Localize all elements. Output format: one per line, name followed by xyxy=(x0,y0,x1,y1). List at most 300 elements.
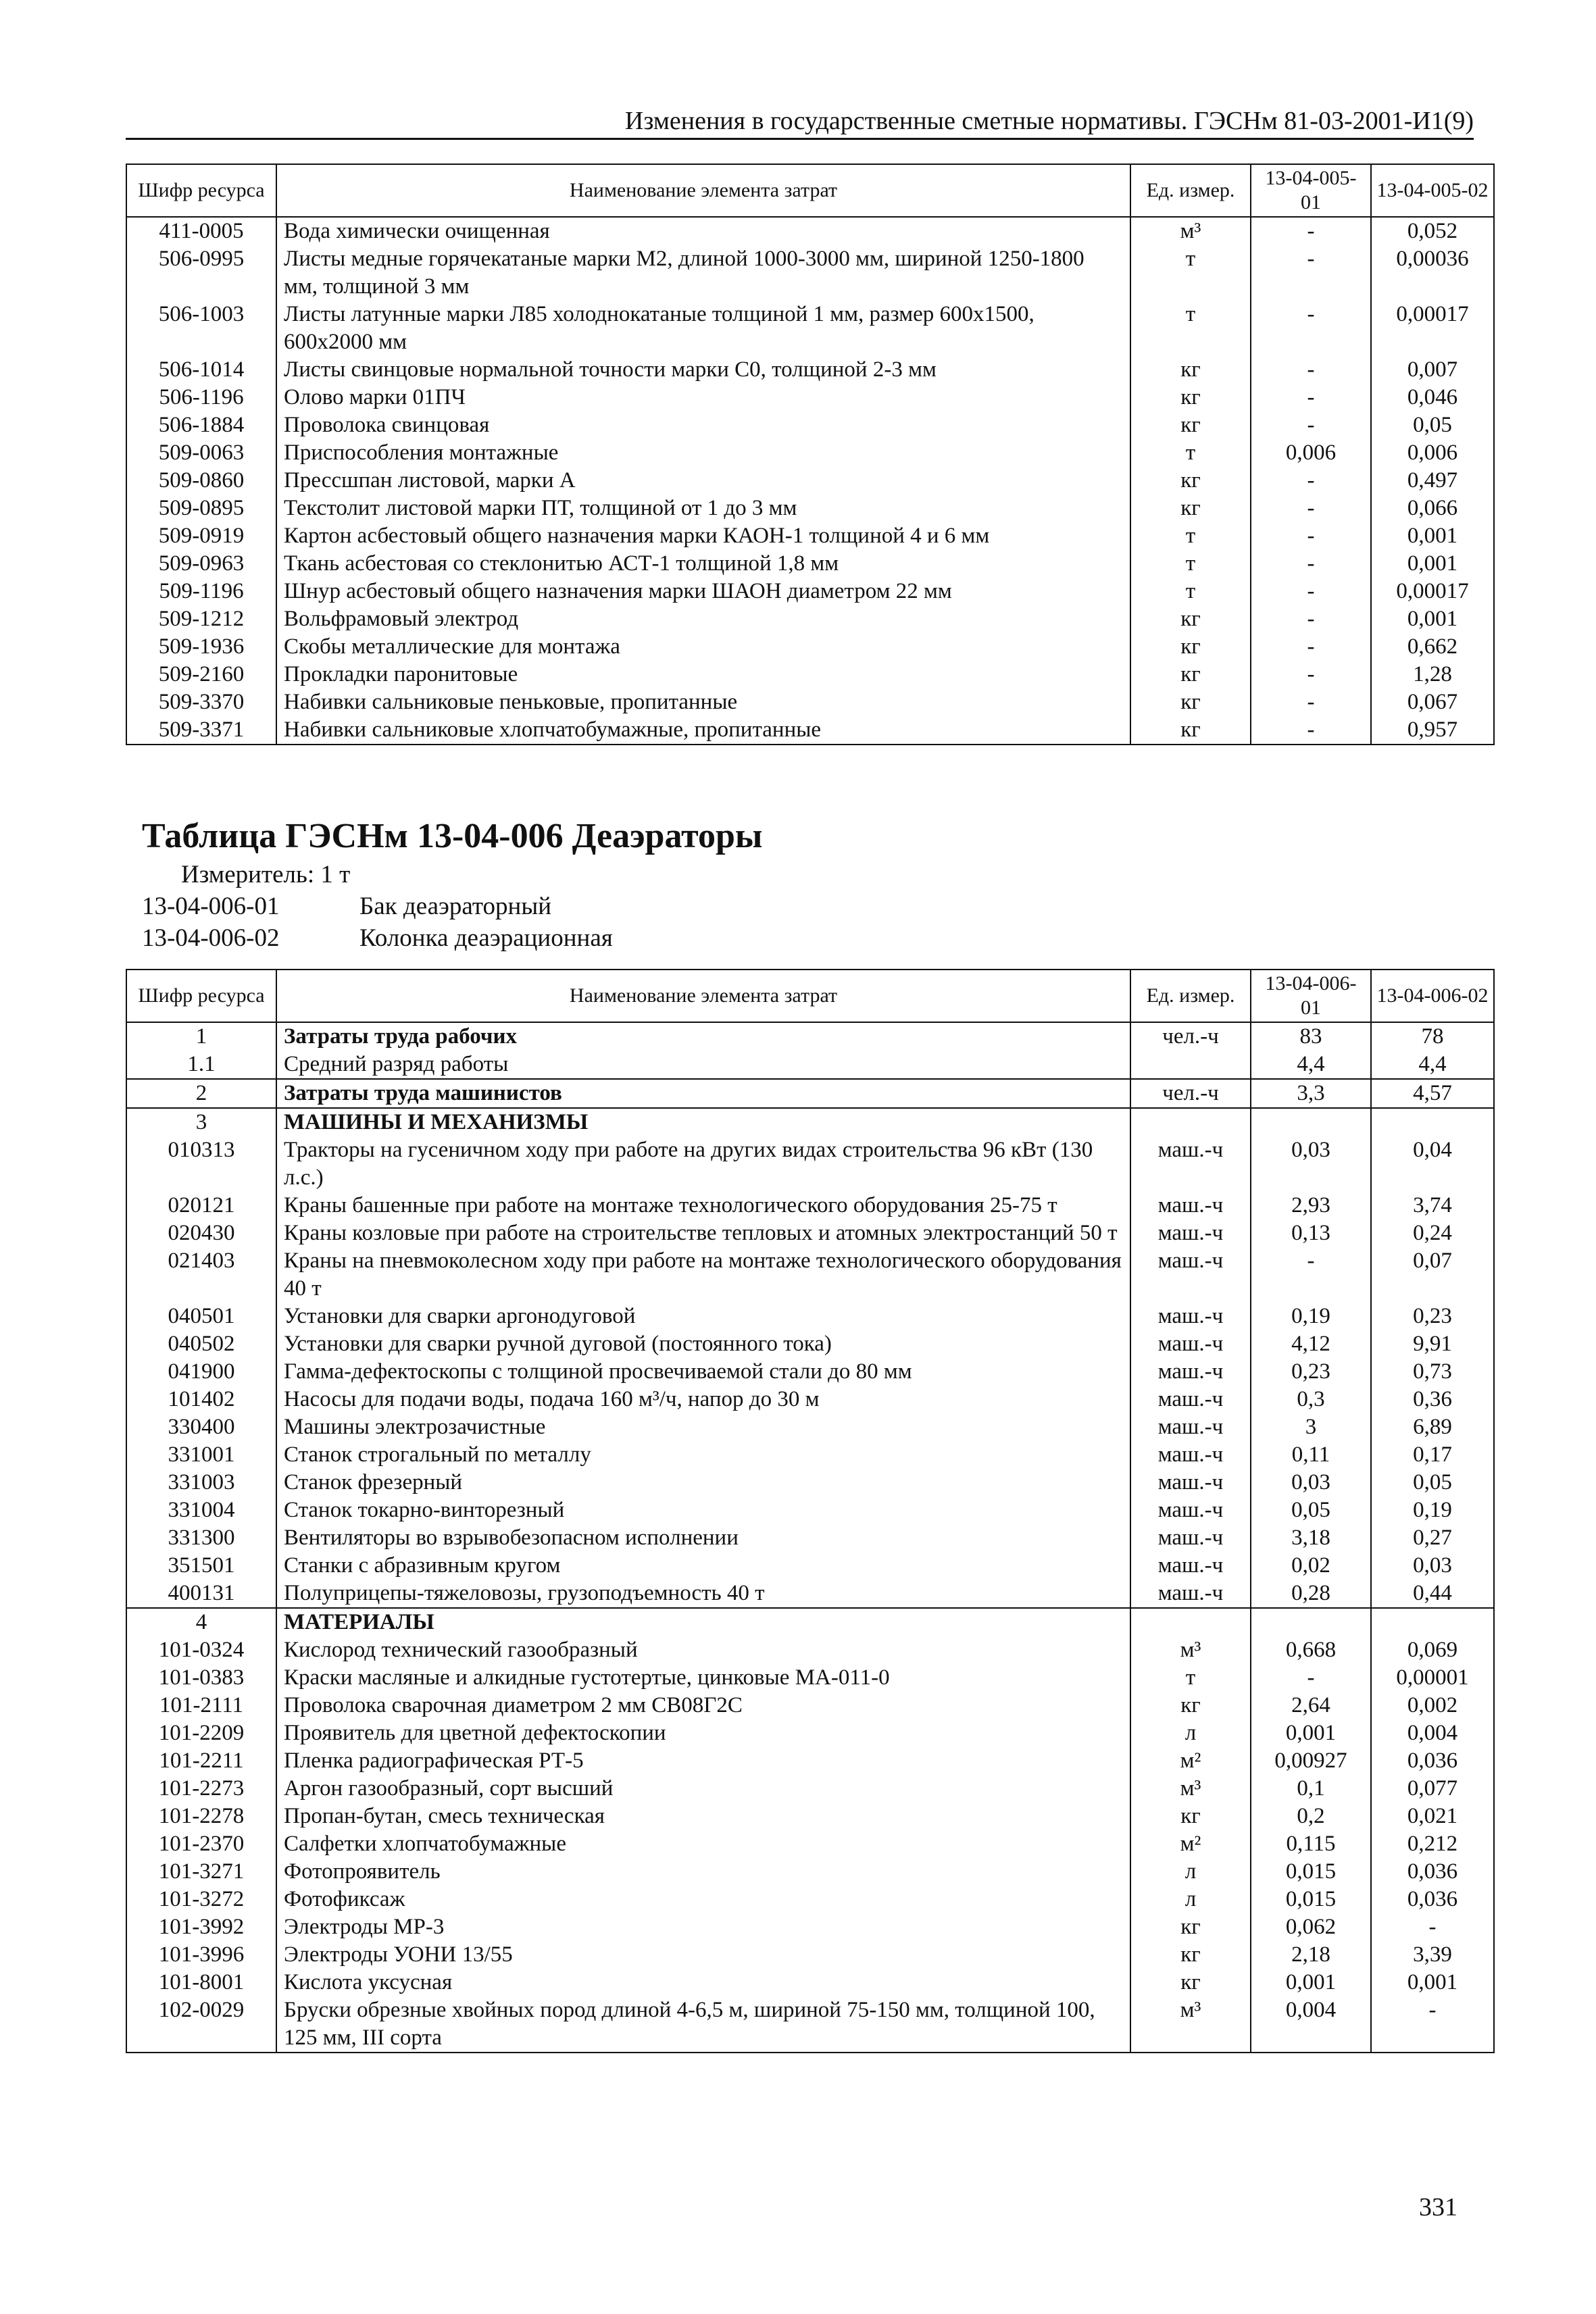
row-name: Станки с абразивным кругом xyxy=(276,1552,1130,1580)
row-name: МАШИНЫ И МЕХАНИЗМЫ xyxy=(276,1108,1130,1136)
row-unit: л xyxy=(1130,1886,1251,1913)
row-name: Салфетки хлопчатобумажные xyxy=(276,1830,1130,1858)
row-unit: кг xyxy=(1130,495,1251,522)
table-row xyxy=(126,1247,1494,1303)
row-value-2: 4,57 xyxy=(1371,1079,1494,1108)
table-row xyxy=(126,688,1494,716)
row-value-2: 0,00001 xyxy=(1371,1664,1494,1692)
row-value-2: 0,36 xyxy=(1371,1386,1494,1413)
table-row xyxy=(126,1413,1494,1441)
row-unit: кг xyxy=(1130,1913,1251,1941)
resource-table-13-04-005 xyxy=(126,164,1495,745)
row-value-1: - xyxy=(1251,411,1371,439)
row-unit: кг xyxy=(1130,605,1251,633)
row-unit: кг xyxy=(1130,661,1251,688)
header-col1: 13-04-005-01 xyxy=(1251,164,1371,217)
row-name: Пленка радиографическая РТ-5 xyxy=(276,1747,1130,1775)
row-value-1: 0,001 xyxy=(1251,1969,1371,1996)
row-name: Полуприцепы-тяжеловозы, грузоподъемность 40 т xyxy=(276,1580,1130,1608)
table-row xyxy=(126,1803,1494,1830)
row-value-2: 0,007 xyxy=(1371,356,1494,384)
row-value-2: 3,74 xyxy=(1371,1192,1494,1219)
row-name: Прессшпан листовой, марки А xyxy=(276,467,1130,495)
row-value-2: 0,077 xyxy=(1371,1775,1494,1803)
table-body xyxy=(126,217,1494,745)
row-value-1: 0,11 xyxy=(1251,1441,1371,1469)
page-number: 331 xyxy=(1419,2193,1457,2221)
row-unit: т xyxy=(1130,550,1251,578)
row-value-2: 0,036 xyxy=(1371,1886,1494,1913)
row-name: Приспособления монтажные xyxy=(276,439,1130,467)
row-value-1: - xyxy=(1251,688,1371,716)
row-code: 400131 xyxy=(126,1580,276,1608)
row-unit: кг xyxy=(1130,411,1251,439)
table-row xyxy=(126,1552,1494,1580)
row-code: 4 xyxy=(126,1608,276,1636)
row-value-2 xyxy=(1371,1108,1494,1136)
row-value-1: 3,3 xyxy=(1251,1079,1371,1108)
row-unit: т xyxy=(1130,301,1251,356)
row-unit: кг xyxy=(1130,716,1251,745)
row-code: 331003 xyxy=(126,1469,276,1496)
row-code: 101-2370 xyxy=(126,1830,276,1858)
row-value-2: 0,73 xyxy=(1371,1358,1494,1386)
row-value-1: - xyxy=(1251,384,1371,411)
row-value-2: 0,03 xyxy=(1371,1552,1494,1580)
row-value-1: 2,93 xyxy=(1251,1192,1371,1219)
table-row xyxy=(126,633,1494,661)
row-value-2: 0,05 xyxy=(1371,1469,1494,1496)
header-code: Шифр ресурса xyxy=(126,164,276,217)
row-unit: маш.-ч xyxy=(1130,1303,1251,1330)
row-value-2: 6,89 xyxy=(1371,1413,1494,1441)
row-value-1: 0,006 xyxy=(1251,439,1371,467)
row-code: 101-2111 xyxy=(126,1692,276,1719)
row-unit: кг xyxy=(1130,467,1251,495)
row-name: Шнур асбестовый общего назначения марки ШАОН диаметром 22 мм xyxy=(276,578,1130,605)
row-unit: м³ xyxy=(1130,1996,1251,2053)
table-row xyxy=(126,1496,1494,1524)
row-value-1: 0,001 xyxy=(1251,1719,1371,1747)
row-value-1: - xyxy=(1251,495,1371,522)
variant-code: 13-04-006-01 xyxy=(142,892,280,920)
row-value-2: 0,23 xyxy=(1371,1303,1494,1330)
row-name: Бруски обрезные хвойных пород длиной 4-6,5 м, шириной 75-150 мм, толщиной 100, 125 мм, III сорта xyxy=(276,1996,1130,2053)
row-code: 1 xyxy=(126,1022,276,1051)
table-row xyxy=(126,1719,1494,1747)
table-row xyxy=(126,1747,1494,1775)
header-unit: Ед. измер. xyxy=(1130,164,1251,217)
row-name: Вода химически очищенная xyxy=(276,217,1130,245)
row-code: 021403 xyxy=(126,1247,276,1303)
row-value-2: 0,27 xyxy=(1371,1524,1494,1552)
row-name: Набивки сальниковые хлопчатобумажные, пропитанные xyxy=(276,716,1130,745)
row-value-1: - xyxy=(1251,716,1371,745)
row-name: Краны козловые при работе на строительстве тепловых и атомных электростанций 50 т xyxy=(276,1219,1130,1247)
row-value-1 xyxy=(1251,1108,1371,1136)
table-row xyxy=(126,1692,1494,1719)
table-header-row xyxy=(126,164,1494,217)
row-name: Станок токарно-винторезный xyxy=(276,1496,1130,1524)
table-title: Таблица ГЭСНм 13-04-006 Деаэраторы xyxy=(142,817,763,855)
row-value-1: 3 xyxy=(1251,1413,1371,1441)
row-name: Кислота уксусная xyxy=(276,1969,1130,1996)
row-code: 506-1014 xyxy=(126,356,276,384)
row-name: Текстолит листовой марки ПТ, толщиной от 1 до 3 мм xyxy=(276,495,1130,522)
row-value-1: 0,115 xyxy=(1251,1830,1371,1858)
table-row xyxy=(126,495,1494,522)
row-value-1: - xyxy=(1251,550,1371,578)
row-value-2: 1,28 xyxy=(1371,661,1494,688)
row-unit: л xyxy=(1130,1858,1251,1886)
row-unit: маш.-ч xyxy=(1130,1386,1251,1413)
row-code: 101-3996 xyxy=(126,1941,276,1969)
row-code: 330400 xyxy=(126,1413,276,1441)
row-value-1: 3,18 xyxy=(1251,1524,1371,1552)
row-code: 509-1196 xyxy=(126,578,276,605)
header-code: Шифр ресурса xyxy=(126,970,276,1022)
row-value-2: 0,17 xyxy=(1371,1441,1494,1469)
row-unit: маш.-ч xyxy=(1130,1441,1251,1469)
row-value-2: 0,44 xyxy=(1371,1580,1494,1608)
variant-name: Колонка деаэрационная xyxy=(359,924,613,952)
row-code: 509-2160 xyxy=(126,661,276,688)
row-name: Фотофиксаж xyxy=(276,1886,1130,1913)
table-row xyxy=(126,1913,1494,1941)
row-code: 101-2211 xyxy=(126,1747,276,1775)
row-value-1: 0,3 xyxy=(1251,1386,1371,1413)
row-value-2: 78 xyxy=(1371,1022,1494,1051)
row-code: 506-1884 xyxy=(126,411,276,439)
row-unit: м² xyxy=(1130,1747,1251,1775)
row-code: 509-0895 xyxy=(126,495,276,522)
table-row xyxy=(126,245,1494,301)
table-row xyxy=(126,1858,1494,1886)
row-value-1: - xyxy=(1251,605,1371,633)
row-value-1: 83 xyxy=(1251,1022,1371,1051)
row-unit: маш.-ч xyxy=(1130,1358,1251,1386)
row-unit: маш.-ч xyxy=(1130,1496,1251,1524)
row-code: 509-0919 xyxy=(126,522,276,550)
table-row xyxy=(126,550,1494,578)
row-unit xyxy=(1130,1051,1251,1079)
row-code: 509-3370 xyxy=(126,688,276,716)
row-code: 101-2273 xyxy=(126,1775,276,1803)
row-unit: кг xyxy=(1130,1969,1251,1996)
table-row xyxy=(126,1608,1494,1636)
row-value-2: 0,066 xyxy=(1371,495,1494,522)
row-name: Краски масляные и алкидные густотертые, цинковые МА-011-0 xyxy=(276,1664,1130,1692)
row-value-1: 0,015 xyxy=(1251,1886,1371,1913)
row-unit: м³ xyxy=(1130,1775,1251,1803)
row-unit: маш.-ч xyxy=(1130,1192,1251,1219)
row-value-1: 0,00927 xyxy=(1251,1747,1371,1775)
table-row xyxy=(126,578,1494,605)
row-value-2: 0,04 xyxy=(1371,1136,1494,1192)
row-code: 506-1196 xyxy=(126,384,276,411)
row-code: 101-3992 xyxy=(126,1913,276,1941)
row-value-1: 0,015 xyxy=(1251,1858,1371,1886)
table-row xyxy=(126,1330,1494,1358)
row-code: 331004 xyxy=(126,1496,276,1524)
row-name: Гамма-дефектоскопы с толщиной просвечиваемой стали до 80 мм xyxy=(276,1358,1130,1386)
resource-table-13-04-006 xyxy=(126,969,1495,2053)
row-value-1: - xyxy=(1251,356,1371,384)
table-row xyxy=(126,217,1494,245)
row-name: Проявитель для цветной дефектоскопии xyxy=(276,1719,1130,1747)
row-value-1: - xyxy=(1251,245,1371,301)
row-code: 3 xyxy=(126,1108,276,1136)
row-name: Вольфрамовый электрод xyxy=(276,605,1130,633)
row-value-1: - xyxy=(1251,217,1371,245)
row-value-1: - xyxy=(1251,522,1371,550)
row-name: Листы медные горячекатаные марки М2, длиной 1000-3000 мм, шириной 1250-1800 мм, толщиной 3 мм xyxy=(276,245,1130,301)
table-row xyxy=(126,661,1494,688)
row-code: 101-8001 xyxy=(126,1969,276,1996)
row-name: Фотопроявитель xyxy=(276,1858,1130,1886)
table-row xyxy=(126,1830,1494,1858)
table-row xyxy=(126,1441,1494,1469)
row-value-1: - xyxy=(1251,1247,1371,1303)
table-row xyxy=(126,1358,1494,1386)
header-name: Наименование элемента затрат xyxy=(276,970,1130,1022)
row-name: Машины электрозачистные xyxy=(276,1413,1130,1441)
table-row xyxy=(126,1192,1494,1219)
table-row xyxy=(126,1022,1494,1051)
row-value-1: 0,23 xyxy=(1251,1358,1371,1386)
row-code: 509-0963 xyxy=(126,550,276,578)
row-unit: т xyxy=(1130,439,1251,467)
table-header-row xyxy=(126,970,1494,1022)
row-name: Пропан-бутан, смесь техническая xyxy=(276,1803,1130,1830)
row-value-1: 0,062 xyxy=(1251,1913,1371,1941)
row-value-2: 0,00017 xyxy=(1371,301,1494,356)
row-code: 509-1936 xyxy=(126,633,276,661)
row-name: Вентиляторы во взрывобезопасном исполнении xyxy=(276,1524,1130,1552)
row-unit: кг xyxy=(1130,688,1251,716)
row-name: Электроды МР-3 xyxy=(276,1913,1130,1941)
row-value-1: 2,18 xyxy=(1251,1941,1371,1969)
row-unit: маш.-ч xyxy=(1130,1247,1251,1303)
row-code: 040502 xyxy=(126,1330,276,1358)
row-unit: л xyxy=(1130,1719,1251,1747)
row-value-1: - xyxy=(1251,633,1371,661)
row-name: Листы свинцовые нормальной точности марки С0, толщиной 2-3 мм xyxy=(276,356,1130,384)
table-row xyxy=(126,1079,1494,1108)
row-value-2: 0,046 xyxy=(1371,384,1494,411)
row-value-1 xyxy=(1251,1608,1371,1636)
row-name: Станок фрезерный xyxy=(276,1469,1130,1496)
row-name: Скобы металлические для монтажа xyxy=(276,633,1130,661)
row-code: 411-0005 xyxy=(126,217,276,245)
row-value-2: 0,006 xyxy=(1371,439,1494,467)
row-unit: кг xyxy=(1130,1941,1251,1969)
row-value-2: 0,001 xyxy=(1371,1969,1494,1996)
row-value-1: 2,64 xyxy=(1251,1692,1371,1719)
table-row xyxy=(126,1303,1494,1330)
row-code: 040501 xyxy=(126,1303,276,1330)
row-value-2: 0,036 xyxy=(1371,1858,1494,1886)
row-name: Краны башенные при работе на монтаже технологического оборудования 25-75 т xyxy=(276,1192,1130,1219)
row-unit: чел.-ч xyxy=(1130,1079,1251,1108)
row-code: 041900 xyxy=(126,1358,276,1386)
table-row xyxy=(126,1386,1494,1413)
row-name: Аргон газообразный, сорт высший xyxy=(276,1775,1130,1803)
row-name: Ткань асбестовая со стеклонитью АСТ-1 толщиной 1,8 мм xyxy=(276,550,1130,578)
row-code: 020430 xyxy=(126,1219,276,1247)
row-unit: маш.-ч xyxy=(1130,1552,1251,1580)
row-unit xyxy=(1130,1608,1251,1636)
table-row xyxy=(126,716,1494,745)
row-code: 509-0860 xyxy=(126,467,276,495)
row-value-1: 0,2 xyxy=(1251,1803,1371,1830)
row-code: 101-3271 xyxy=(126,1858,276,1886)
row-value-1: 0,02 xyxy=(1251,1552,1371,1580)
row-value-1: 0,004 xyxy=(1251,1996,1371,2053)
row-value-1: - xyxy=(1251,661,1371,688)
row-value-1: 0,19 xyxy=(1251,1303,1371,1330)
table-row xyxy=(126,1469,1494,1496)
row-value-2: 0,24 xyxy=(1371,1219,1494,1247)
row-name: Средний разряд работы xyxy=(276,1051,1130,1079)
table-row xyxy=(126,522,1494,550)
row-code: 010313 xyxy=(126,1136,276,1192)
row-code: 102-0029 xyxy=(126,1996,276,2053)
meter-label: Измеритель: 1 т xyxy=(181,861,351,888)
table-row xyxy=(126,384,1494,411)
variant-code: 13-04-006-02 xyxy=(142,924,280,952)
row-code: 020121 xyxy=(126,1192,276,1219)
row-unit: маш.-ч xyxy=(1130,1580,1251,1608)
row-value-2: 9,91 xyxy=(1371,1330,1494,1358)
row-code: 2 xyxy=(126,1079,276,1108)
variant-line xyxy=(142,924,613,953)
header-col1: 13-04-006-01 xyxy=(1251,970,1371,1022)
row-value-2: 0,07 xyxy=(1371,1247,1494,1303)
header-col2: 13-04-006-02 xyxy=(1371,970,1494,1022)
row-value-1: - xyxy=(1251,301,1371,356)
table-row xyxy=(126,1051,1494,1079)
row-unit: маш.-ч xyxy=(1130,1330,1251,1358)
row-unit: кг xyxy=(1130,384,1251,411)
table-row xyxy=(126,411,1494,439)
row-unit: м² xyxy=(1130,1830,1251,1858)
row-unit: т xyxy=(1130,1664,1251,1692)
row-value-1: 0,668 xyxy=(1251,1636,1371,1664)
row-unit: м³ xyxy=(1130,1636,1251,1664)
table-row xyxy=(126,1996,1494,2053)
row-code: 509-3371 xyxy=(126,716,276,745)
row-value-2: - xyxy=(1371,1996,1494,2053)
row-code: 1.1 xyxy=(126,1051,276,1079)
row-value-2: 3,39 xyxy=(1371,1941,1494,1969)
row-unit: т xyxy=(1130,522,1251,550)
row-code: 506-1003 xyxy=(126,301,276,356)
row-value-2: 0,002 xyxy=(1371,1692,1494,1719)
row-value-2: 0,00036 xyxy=(1371,245,1494,301)
row-name: Проволока сварочная диаметром 2 мм СВ08Г2С xyxy=(276,1692,1130,1719)
row-name: Затраты труда машинистов xyxy=(276,1079,1130,1108)
row-value-2: 0,957 xyxy=(1371,716,1494,745)
row-code: 101402 xyxy=(126,1386,276,1413)
row-code: 351501 xyxy=(126,1552,276,1580)
row-unit: т xyxy=(1130,578,1251,605)
table-row xyxy=(126,1524,1494,1552)
row-name: Картон асбестовый общего назначения марки КАОН-1 толщиной 4 и 6 мм xyxy=(276,522,1130,550)
row-name: Станок строгальный по металлу xyxy=(276,1441,1130,1469)
row-name: Набивки сальниковые пеньковые, пропитанные xyxy=(276,688,1130,716)
row-code: 101-3272 xyxy=(126,1886,276,1913)
row-name: Листы латунные марки Л85 холоднокатаные толщиной 1 мм, размер 600х1500, 600х2000 мм xyxy=(276,301,1130,356)
table-row xyxy=(126,1580,1494,1608)
row-name: Тракторы на гусеничном ходу при работе на других видах строительства 96 кВт (130 л.с.) xyxy=(276,1136,1130,1192)
table-row xyxy=(126,301,1494,356)
row-value-2: 0,067 xyxy=(1371,688,1494,716)
table-body xyxy=(126,1022,1494,2053)
row-unit: маш.-ч xyxy=(1130,1219,1251,1247)
table-row xyxy=(126,439,1494,467)
header-col2: 13-04-005-02 xyxy=(1371,164,1494,217)
row-value-1: 4,12 xyxy=(1251,1330,1371,1358)
row-unit xyxy=(1130,1108,1251,1136)
row-name: Затраты труда рабочих xyxy=(276,1022,1130,1051)
row-value-2: 0,001 xyxy=(1371,522,1494,550)
table-row xyxy=(126,1136,1494,1192)
table-row xyxy=(126,1775,1494,1803)
table-row xyxy=(126,1108,1494,1136)
row-unit: маш.-ч xyxy=(1130,1469,1251,1496)
row-unit: т xyxy=(1130,245,1251,301)
row-code: 101-2278 xyxy=(126,1803,276,1830)
row-code: 331001 xyxy=(126,1441,276,1469)
row-value-1: 0,03 xyxy=(1251,1469,1371,1496)
row-value-2 xyxy=(1371,1608,1494,1636)
row-code: 101-2209 xyxy=(126,1719,276,1747)
row-unit: маш.-ч xyxy=(1130,1136,1251,1192)
row-name: Проволока свинцовая xyxy=(276,411,1130,439)
row-value-2: 0,001 xyxy=(1371,605,1494,633)
table-row xyxy=(126,1219,1494,1247)
variant-line xyxy=(142,892,551,922)
row-name: Насосы для подачи воды, подача 160 м³/ч, напор до 30 м xyxy=(276,1386,1130,1413)
row-name: Прокладки паронитовые xyxy=(276,661,1130,688)
row-name: Установки для сварки ручной дуговой (постоянного тока) xyxy=(276,1330,1130,1358)
row-value-1: - xyxy=(1251,578,1371,605)
header-unit: Ед. измер. xyxy=(1130,970,1251,1022)
row-value-2: 0,05 xyxy=(1371,411,1494,439)
row-unit: чел.-ч xyxy=(1130,1022,1251,1051)
variant-name: Бак деаэраторный xyxy=(359,892,552,920)
row-code: 509-0063 xyxy=(126,439,276,467)
row-value-1: - xyxy=(1251,1664,1371,1692)
row-code: 101-0324 xyxy=(126,1636,276,1664)
table-row xyxy=(126,1664,1494,1692)
row-value-1: 0,05 xyxy=(1251,1496,1371,1524)
row-value-1: 0,03 xyxy=(1251,1136,1371,1192)
row-code: 331300 xyxy=(126,1524,276,1552)
row-value-2: 0,004 xyxy=(1371,1719,1494,1747)
table-row xyxy=(126,467,1494,495)
row-value-2: 0,069 xyxy=(1371,1636,1494,1664)
page-header: Изменения в государственные сметные нормативы. ГЭСНм 81-03-2001-И1(9) xyxy=(126,105,1474,140)
row-value-2: 4,4 xyxy=(1371,1051,1494,1079)
row-code: 509-1212 xyxy=(126,605,276,633)
row-value-1: 0,28 xyxy=(1251,1580,1371,1608)
row-name: Электроды УОНИ 13/55 xyxy=(276,1941,1130,1969)
row-unit: кг xyxy=(1130,1692,1251,1719)
row-value-1: 4,4 xyxy=(1251,1051,1371,1079)
row-name: МАТЕРИАЛЫ xyxy=(276,1608,1130,1636)
